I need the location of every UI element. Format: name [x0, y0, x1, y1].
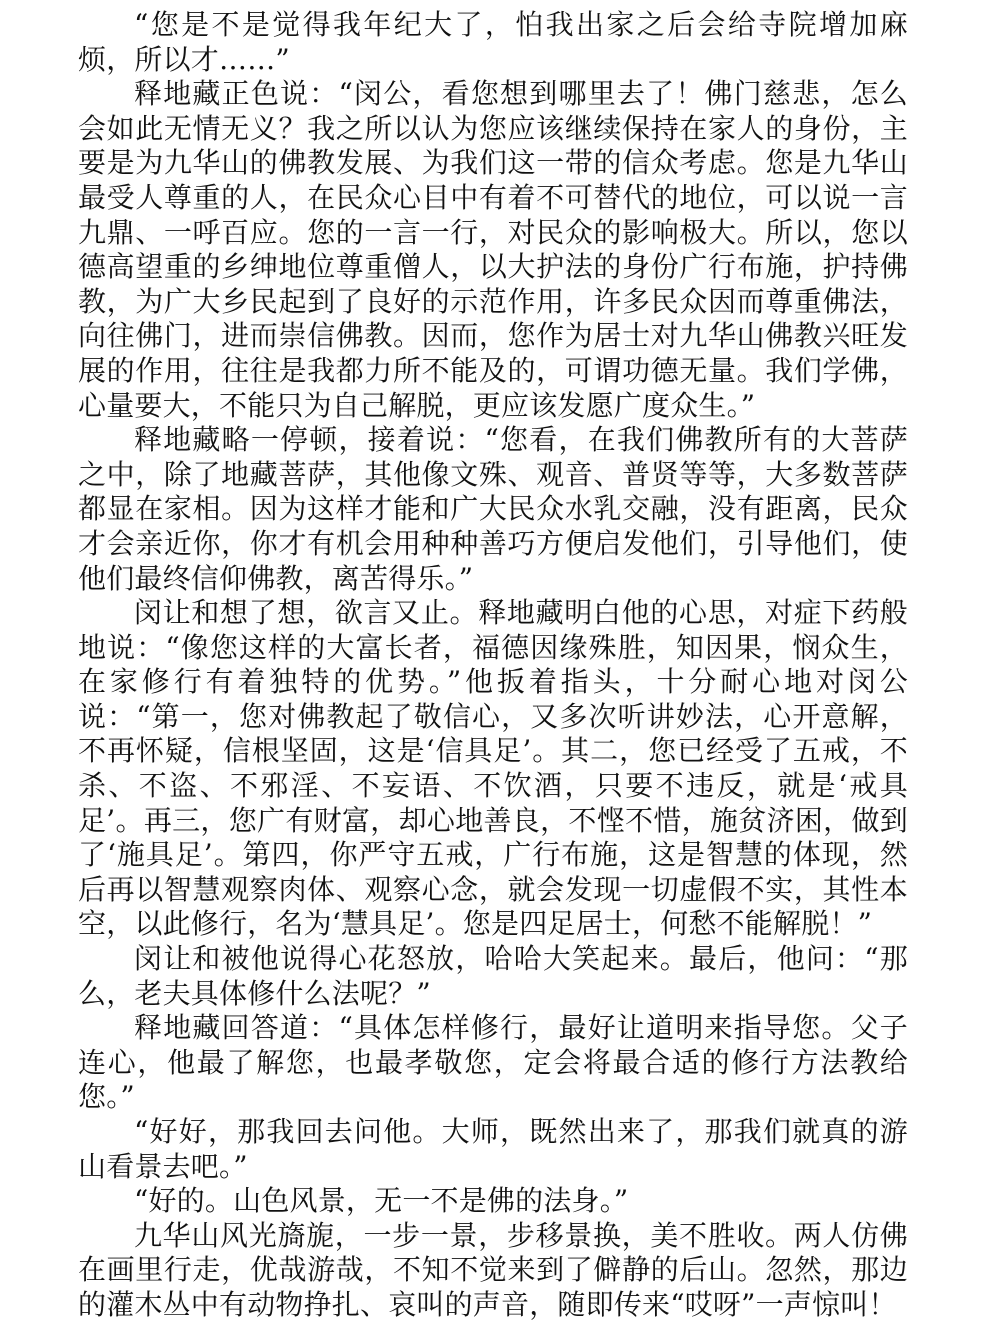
- paragraph-8: “好的。山色风景，无一不是佛的法身。”: [134, 1184, 629, 1218]
- paragraph-5: 闵让和被他说得心花怒放，哈哈大笑起来。最后，他问：“那么，老夫具体修什么法呢？”: [78, 942, 908, 1010]
- paragraph-1: “您是不是觉得我年纪大了，怕我出家之后会给寺院增加麻烦，所以才……”: [78, 8, 908, 76]
- paragraph-7: “好好，那我回去问他。大师，既然出来了，那我们就真的游山看景去吧。”: [78, 1115, 908, 1183]
- article-body: [78, 8, 908, 1323]
- paragraph-2: 释地藏正色说：“闵公，看您想到哪里去了！佛门慈悲，怎么会如此无情无义？我之所以认为您应该继续保持在家人的身份，主要是为九华山的佛教发展、为我们这一带的信众考虑。您是九华山最受人尊重的人，在民众心目中有着不可替代的地位，可以说一言九鼎、一呼百应。您的一言一行，对民众的影响极大。所以，您以德高望重的乡绅地位尊重僧人，以大护法的身份广行布施，护持佛教，为广大乡民起到了良好的示范作用，许多民众因而尊重佛法，向往佛门，进而崇信佛教。因而，您作为居士对九华山佛教兴旺发展的作用，往往是我都力所不能及的，可谓功德无量。我们学佛，心量要大，不能只为自己解脱，更应该发愿广度众生。”: [78, 77, 908, 422]
- paragraph-3: 释地藏略一停顿，接着说：“您看，在我们佛教所有的大菩萨之中，除了地藏菩萨，其他像文殊、观音、普贤等等，大多数菩萨都显在家相。因为这样才能和广大民众水乳交融，没有距离，民众才会亲近你，你才有机会用种种善巧方便启发他们，引导他们，使他们最终信仰佛教，离苦得乐。”: [78, 423, 908, 595]
- paragraph-9: 九华山风光旖旎，一步一景，步移景换，美不胜收。两人仿佛在画里行走，优哉游哉，不知不觉来到了僻静的后山。忽然，那边的灌木丛中有动物挣扎、哀叫的声音，随即传来“哎呀”一声惊叫！: [78, 1218, 908, 1321]
- paragraph-4: 闵让和想了想，欲言又止。释地藏明白他的心思，对症下药般地说：“像您这样的大富长者，福德因缘殊胜，知因果，悯众生，在家修行有着独特的优势。”他扳着指头，十分耐心地对闵公说：“第一，您对佛教起了敬信心，又多次听讲妙法，心开意解，不再怀疑，信根坚固，这是‘信具足’。其二，您已经受了五戒，不杀、不盗、不邪淫、不妄语、不饮酒，只要不违反，就是‘戒具足’。再三，您广有财富，却心地善良，不悭不惜，施贫济困，做到了‘施具足’。第四，你严守五戒，广行布施，这是智慧的体现，然后再以智慧观察肉体、观察心念，就会发现一切虚假不实，其性本空，以此修行，名为‘慧具足’。您是四足居士，何愁不能解脱！”: [78, 596, 908, 941]
- paragraph-6: 释地藏回答道：“具体怎样修行，最好让道明来指导您。父子连心，他最了解您，也最孝敬您，定会将最合适的修行方法教给您。”: [78, 1011, 908, 1114]
